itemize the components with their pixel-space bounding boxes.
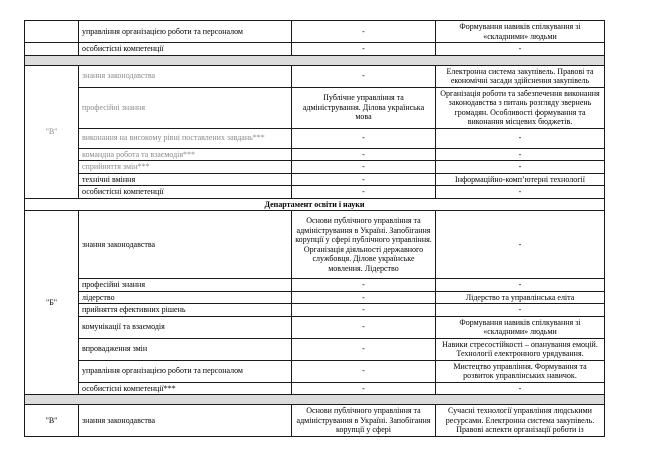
knowledge-cell: -: [292, 291, 436, 304]
table-row: [25, 186, 605, 199]
table-row: [25, 128, 605, 148]
training-cell: Організація роботи та забезпечення виконання законодавства з питань розгляду звернень громадян. Особливості формування та виконання місцевих бюджетів.: [436, 87, 605, 128]
knowledge-cell: -: [292, 186, 436, 199]
table-row: [25, 43, 605, 56]
competency-cell: комунікації та взаємодія: [79, 316, 292, 338]
category-cell: [25, 21, 79, 43]
training-cell: Електронна система закупівель. Правові та економічні засади здійснення закупівель: [436, 65, 605, 87]
training-cell: -: [436, 128, 605, 148]
training-cell: Навики стресостійкості – опанування емоцій. Технології електронного урядування.: [436, 338, 605, 360]
competency-cell: знання законодавства: [79, 405, 292, 437]
training-cell: -: [436, 211, 605, 279]
table-row: [25, 316, 605, 338]
knowledge-cell: -: [292, 148, 436, 161]
table-row: [25, 304, 605, 317]
training-cell: -: [436, 148, 605, 161]
knowledge-cell: -: [292, 161, 436, 174]
table-row: [25, 161, 605, 174]
training-cell: -: [436, 161, 605, 174]
competency-cell: особистісні компетенції***: [79, 382, 292, 395]
category-cell: [25, 43, 79, 56]
table-row: [25, 291, 605, 304]
category-label: "В": [25, 65, 79, 198]
category-label: "В": [25, 405, 79, 437]
training-cell: Лідерство та управлінська еліта: [436, 291, 605, 304]
competency-cell: управління організацією роботи та персоналом: [79, 21, 292, 43]
competency-cell: технічні вміння: [79, 173, 292, 186]
knowledge-cell: -: [292, 173, 436, 186]
training-needs-table: [24, 20, 605, 437]
table-row: [25, 382, 605, 395]
knowledge-cell: -: [292, 304, 436, 317]
competency-cell: особистісні компетенції: [79, 186, 292, 199]
competency-cell: управління організацією роботи та персоналом: [79, 360, 292, 382]
training-cell: -: [436, 186, 605, 199]
table-row: [25, 65, 605, 87]
training-cell: -: [436, 382, 605, 395]
competency-cell: впровадження змін: [79, 338, 292, 360]
competency-cell: сприйняття змін***: [79, 161, 292, 174]
training-cell: Формування навиків спілкування зі «складними» людьми: [436, 21, 605, 43]
training-cell: -: [436, 43, 605, 56]
competency-cell: особистісні компетенції: [79, 43, 292, 56]
knowledge-cell: Публічне управління та адміністрування. Ділова українська мова: [292, 87, 436, 128]
category-label: "Б": [25, 211, 79, 395]
competency-cell: командна робота та взаємодія***: [79, 148, 292, 161]
knowledge-cell: -: [292, 338, 436, 360]
training-cell: Формування навиків спілкування зі «складними» людьми: [436, 316, 605, 338]
competency-cell: професійні знання: [79, 279, 292, 292]
table-row: [25, 338, 605, 360]
competency-cell: прийняття ефективних рішень: [79, 304, 292, 317]
training-cell: Мистецтво управління. Формування та розвиток управлінських навичок.: [436, 360, 605, 382]
competency-cell: виконання на високому рівні поставлених завдань***: [79, 128, 292, 148]
training-cell: -: [436, 279, 605, 292]
table-row: [25, 173, 605, 186]
knowledge-cell: -: [292, 279, 436, 292]
table-row: [25, 405, 605, 437]
competency-cell: лідерство: [79, 291, 292, 304]
section-header-row: [25, 198, 605, 211]
competency-cell: професійні знання: [79, 87, 292, 128]
training-cell: Інформаційно-комп’ютерні технології: [436, 173, 605, 186]
knowledge-cell: Основи публічного управління та адміністрування в Україні. Запобігання корупції у сфері: [292, 405, 436, 437]
knowledge-cell: -: [292, 43, 436, 56]
knowledge-cell: Основи публічного управління та адміністрування в Україні. Запобігання корупції у сфері публічного управління. Організація діяльності державного службовця. Ділове українське мовлення. Лідерство: [292, 211, 436, 279]
table-row: [25, 279, 605, 292]
separator-row: [25, 395, 605, 405]
table-row: [25, 360, 605, 382]
table-row: [25, 148, 605, 161]
competency-cell: знання законодавства: [79, 211, 292, 279]
separator-row: [25, 55, 605, 65]
table-row: [25, 21, 605, 43]
knowledge-cell: -: [292, 360, 436, 382]
knowledge-cell: -: [292, 21, 436, 43]
table-row: [25, 211, 605, 279]
knowledge-cell: -: [292, 128, 436, 148]
competency-cell: знання законодавства: [79, 65, 292, 87]
training-cell: -: [436, 304, 605, 317]
table-row: [25, 87, 605, 128]
knowledge-cell: -: [292, 382, 436, 395]
knowledge-cell: -: [292, 316, 436, 338]
training-cell: Сучасні технології управління людськими ресурсами. Електронна система закупівель. Правові аспекти організації роботи із: [436, 405, 605, 437]
knowledge-cell: -: [292, 65, 436, 87]
section-title: Департамент освіти і науки: [25, 198, 605, 211]
